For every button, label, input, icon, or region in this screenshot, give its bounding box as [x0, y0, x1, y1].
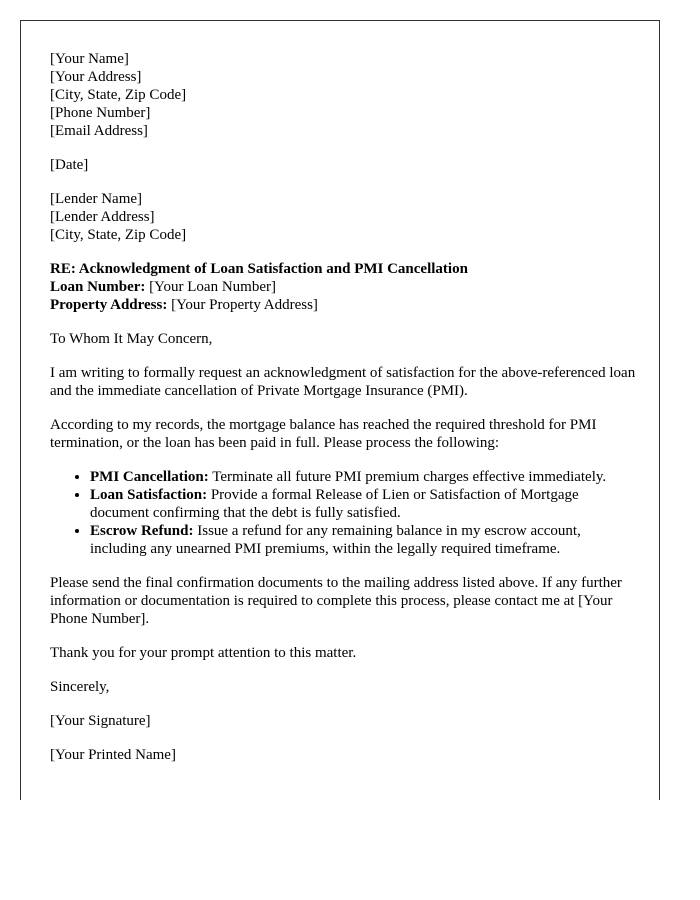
list-item-loan-satisfaction	[90, 486, 640, 522]
reference-block	[50, 260, 640, 314]
lender-address: [Lender Address]	[50, 209, 155, 225]
printed-name: [Your Printed Name]	[50, 747, 176, 763]
paragraph-request: I am writing to formally request an acknowledgment of satisfaction for the above-referenced loan and the immediate cancellation of Private Mortgage Insurance (PMI).	[50, 365, 636, 399]
closing: Sincerely,	[50, 679, 110, 695]
sender-phone: [Phone Number]	[50, 105, 151, 121]
sender-address: [Your Address]	[50, 69, 142, 85]
list-item-text: Terminate all future PMI premium charges effective immediately.	[208, 469, 607, 485]
paragraph-records: According to my records, the mortgage balance has reached the required threshold for PMI termination, or the loan has been paid in full. Please process the following:	[50, 417, 597, 451]
loan-number-value: [Your Loan Number]	[145, 279, 276, 295]
sender-email: [Email Address]	[50, 123, 148, 139]
date-line: [Date]	[50, 157, 89, 173]
signature-placeholder: [Your Signature]	[50, 713, 151, 729]
sender-city-state-zip: [City, State, Zip Code]	[50, 87, 187, 103]
property-address-line	[50, 296, 640, 314]
re-line: RE: Acknowledgment of Loan Satisfaction and PMI Cancellation	[50, 261, 468, 277]
request-list	[50, 468, 640, 558]
sender-name: [Your Name]	[50, 51, 129, 67]
paragraph-thanks: Thank you for your prompt attention to this matter.	[50, 645, 357, 661]
lender-block	[50, 190, 640, 244]
list-item-pmi-cancellation	[90, 468, 640, 486]
paragraph-confirmation: Please send the final confirmation documents to the mailing address listed above. If any further information or documentation is required to complete this process, please contact me at [Your Phone Number].	[50, 575, 622, 627]
letter-body	[50, 50, 640, 780]
property-address-value: [Your Property Address]	[167, 297, 318, 313]
list-item-text: Issue a refund for any remaining balance in my escrow account, including any unearned PMI premiums, within the legally required timeframe.	[90, 523, 581, 557]
property-address-label: Property Address:	[50, 297, 168, 313]
list-item-label: PMI Cancellation:	[90, 469, 209, 485]
loan-number-line	[50, 278, 640, 296]
list-item-text: Provide a formal Release of Lien or Satisfaction of Mortgage document confirming that the debt is fully satisfied.	[90, 487, 579, 521]
letter-page	[20, 20, 660, 800]
lender-city-state-zip: [City, State, Zip Code]	[50, 227, 187, 243]
salutation: To Whom It May Concern,	[50, 331, 213, 347]
list-item-escrow-refund	[90, 522, 640, 558]
lender-name: [Lender Name]	[50, 191, 143, 207]
list-item-label: Escrow Refund:	[90, 523, 194, 539]
loan-number-label: Loan Number:	[50, 279, 146, 295]
sender-block	[50, 50, 640, 140]
list-item-label: Loan Satisfaction:	[90, 487, 208, 503]
